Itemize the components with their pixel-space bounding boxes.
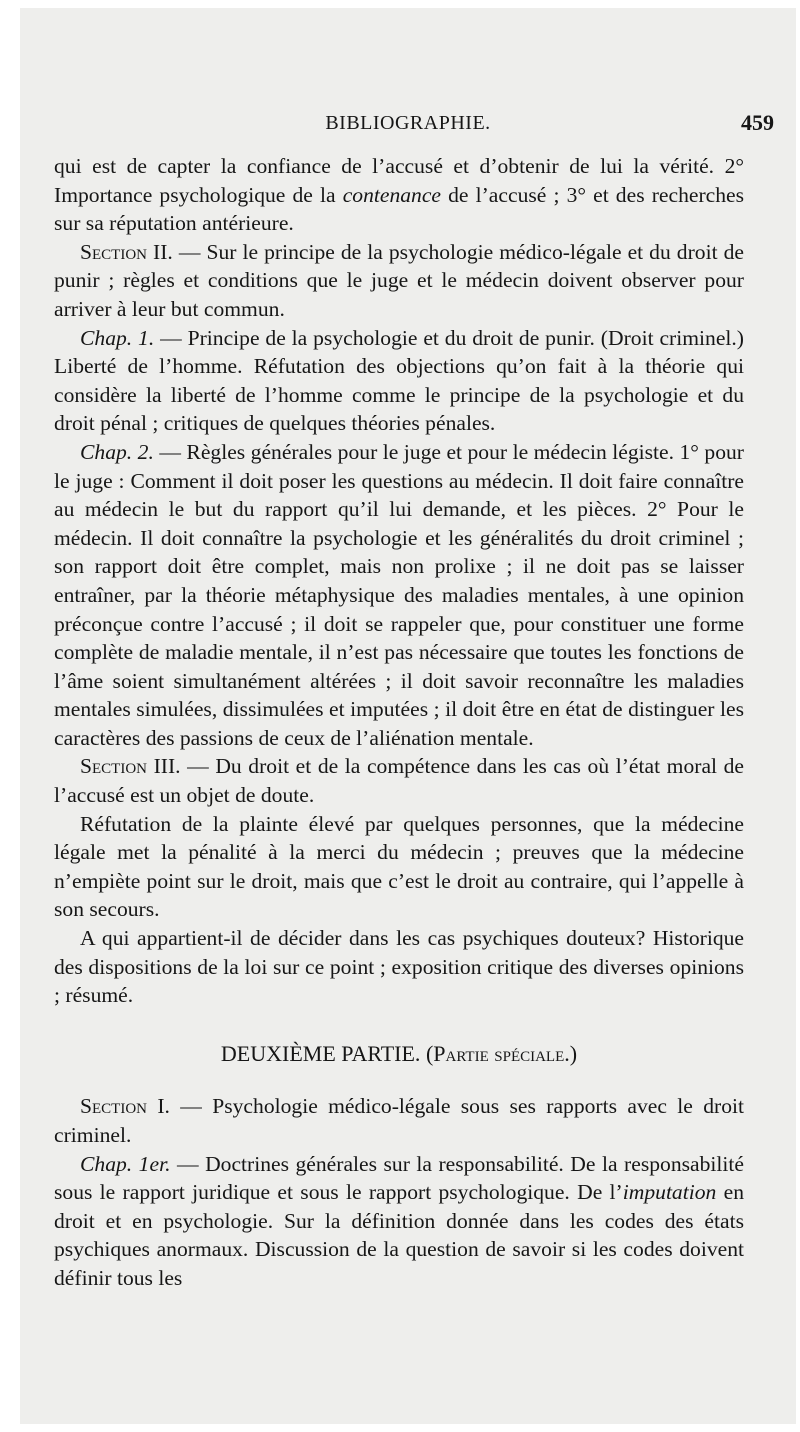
section-label: Section III.: [80, 754, 181, 779]
running-head: BIBLIOGRAPHIE.: [325, 112, 491, 134]
chapter-paragraph: [54, 1150, 744, 1293]
chapter-label: Chap. 1.: [80, 325, 155, 350]
section-paragraph: [54, 752, 744, 809]
paragraph: [54, 152, 744, 238]
paragraph: A qui appartient-il de décider dans les cas psychiques douteux? Historique des dispositions de la loi sur ce point ; exposition critique des diverses opinions ; résumé.: [54, 926, 744, 1008]
paragraph-text: en droit et en psychologie. Sur la définition donnée dans les codes des états psychiques anormaux. Discussion de la question de savoir si les codes doivent définir tous les: [54, 1180, 744, 1290]
emphasis: imputation: [622, 1180, 717, 1205]
paragraph-text: — Doctrines générales sur la responsabilité. De la responsabilité sous le rapport juridique et sous le rapport psychologique. De l’: [54, 1151, 744, 1205]
paragraph-text: — Sur le principe de la psychologie médico-légale et du droit de punir ; règles et conditions que le juge et le médecin doivent observer pour arriver à leur but commun.: [54, 239, 744, 321]
paragraph-text: — Psychologie médico-légale sous ses rapports avec le droit criminel.: [54, 1094, 744, 1147]
paragraph-text: — Règles générales pour le juge et pour le médecin légiste. 1° pour le juge : Comment il doit poser les questions au médecin. Il doit faire connaître au médecin le but du rapport qu’il lui demande, et les pièces. 2° Pour le médecin. Il doit connaître la psychologie et les généralités du droit criminel ; son rapport doit être complet, mais non prolixe ; il ne doit pas se laisser entraîner, par la théorie métaphysique des maladies mentales, à une opinion préconçue contre l’accusé ; il doit se rappeler que, pour constituer une forme complète de maladie mentale, il n’est pas nécessaire que toutes les fonctions de l’âme soient simultanément altérées ; il doit savoir reconnaître les maladies mentales simulées, dissimulées et imputées ; il doit être en état de distinguer les caractères des passions de ceux de l’aliénation mentale.: [54, 439, 744, 750]
paragraph-text: qui est de capter la confiance de l’accusé et d’obtenir de lui la vérité. 2° Importance psychologique de la: [54, 154, 744, 207]
chapter-paragraph: [54, 438, 744, 753]
paragraph-text: — Du droit et de la compétence dans les cas où l’état moral de l’accusé est un objet de doute.: [54, 754, 744, 808]
section-label: Section I.: [80, 1094, 170, 1119]
book-page: [20, 8, 796, 1424]
paragraph-text: de l’accusé ; 3° et des recherches sur sa réputation antérieure.: [54, 182, 745, 236]
paragraph: Réfutation de la plainte élevé par quelques personnes, que la médecine légale met la pénalité à la merci du médecin ; preuves que la médecine n’empiète point sur le droit, mais que c’est le droit au contraire, qui l’appelle à son secours.: [54, 811, 744, 922]
part-heading: [54, 1040, 744, 1069]
chapter-paragraph: [54, 324, 744, 438]
part-subtitle: (Partie spéciale.): [425, 1040, 578, 1066]
page-header: [20, 108, 796, 144]
body-text: [54, 152, 744, 1293]
chapter-label: Chap. 1er.: [80, 1151, 171, 1176]
chapter-label: Chap. 2.: [80, 439, 154, 464]
paragraph-text: — Principe de la psychologie et du droit de punir. (Droit criminel.) Liberté de l’homme. Réfutation des objections qu’on fait à la théorie qui considère la liberté de l’homme comme le principe de la psychologie et du droit pénal ; critiques de quelques théories pénales.: [54, 325, 744, 436]
section-label: Section II.: [80, 239, 173, 264]
section-paragraph: [54, 238, 744, 324]
emphasis: contenance: [342, 182, 442, 207]
section-paragraph: [54, 1092, 744, 1149]
part-title: DEUXIÈME PARTIE.: [220, 1040, 421, 1066]
page-number: 459: [741, 110, 774, 135]
